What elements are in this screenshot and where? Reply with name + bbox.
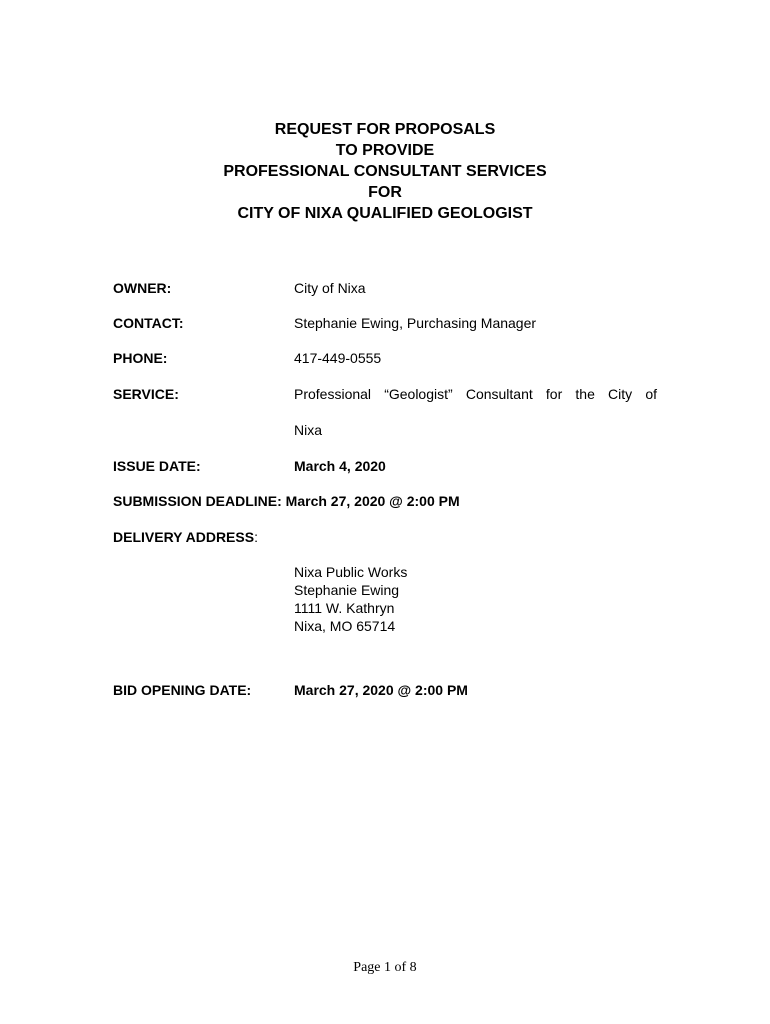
- contact-label: CONTACT:: [113, 315, 184, 331]
- title-line-3: PROFESSIONAL CONSULTANT SERVICES: [223, 163, 547, 180]
- contact-value: Stephanie Ewing, Purchasing Manager: [294, 315, 537, 331]
- phone-value: 417-449-0555: [294, 350, 382, 366]
- title-line-1: REQUEST FOR PROPOSALS: [274, 121, 496, 138]
- title-line-4: FOR: [368, 184, 402, 201]
- address-line-1: Nixa Public Works: [294, 564, 408, 580]
- delivery-address-heading: [113, 528, 258, 546]
- submission-deadline: SUBMISSION DEADLINE: March 27, 2020 @ 2:00 PM: [113, 493, 460, 509]
- document-title: [0, 119, 770, 224]
- delivery-address-label: DELIVERY ADDRESS: [113, 529, 255, 545]
- issue-date-value: March 4, 2020: [294, 458, 386, 474]
- delivery-address-block: [294, 563, 407, 635]
- delivery-address-colon: :: [254, 529, 258, 545]
- service-value-line1: Professional “Geologist” Consultant for the City of: [294, 386, 657, 402]
- service-value-line2: Nixa: [294, 422, 323, 438]
- bid-opening-value: March 27, 2020 @ 2:00 PM: [294, 682, 468, 698]
- address-line-3: 1111 W. Kathryn: [294, 600, 395, 616]
- title-line-2: TO PROVIDE: [335, 142, 435, 159]
- address-line-2: Stephanie Ewing: [294, 582, 400, 598]
- page-number: Page 1 of 8: [353, 960, 417, 975]
- owner-label: OWNER:: [113, 280, 172, 296]
- owner-value: City of Nixa: [294, 280, 366, 296]
- address-line-4: Nixa, MO 65714: [294, 618, 396, 634]
- bid-opening-label: BID OPENING DATE:: [113, 682, 252, 698]
- service-label: SERVICE:: [113, 386, 179, 402]
- phone-label: PHONE:: [113, 350, 168, 366]
- title-line-5: CITY OF NIXA QUALIFIED GEOLOGIST: [237, 205, 533, 222]
- issue-date-label: ISSUE DATE:: [113, 458, 201, 474]
